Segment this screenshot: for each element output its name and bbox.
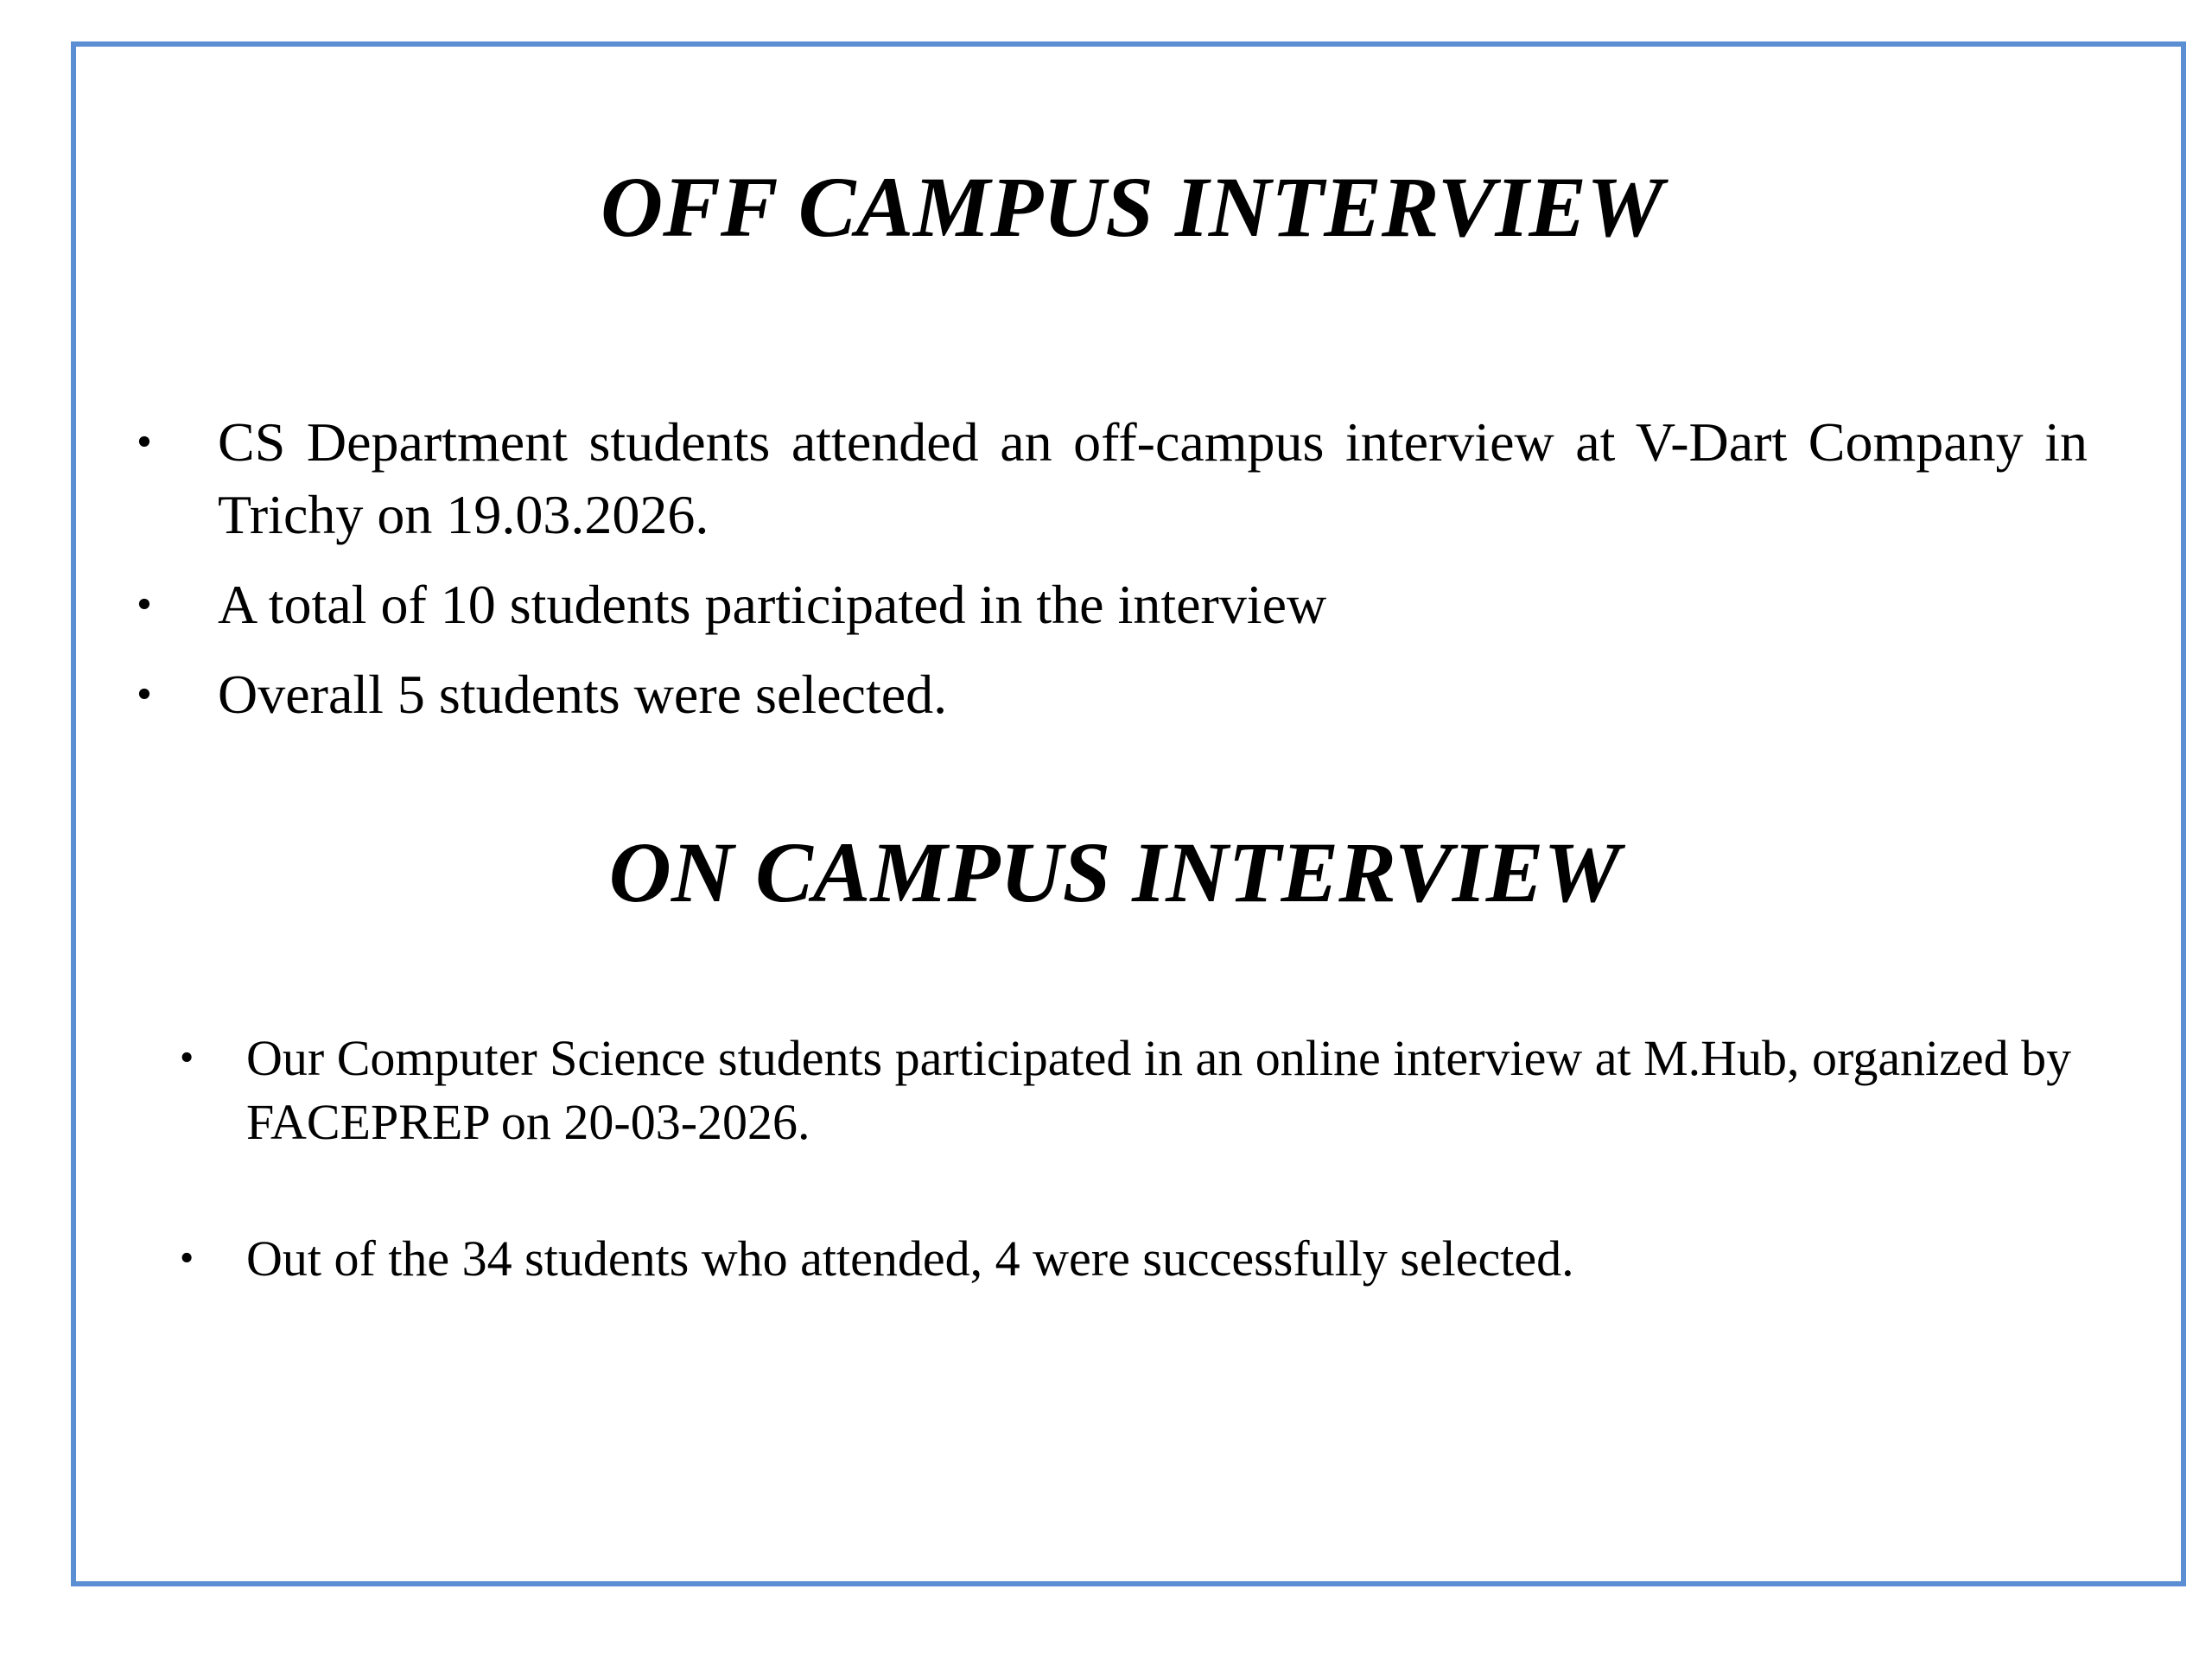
off-campus-heading: OFF CAMPUS INTERVIEW [600,159,1664,255]
list-item [180,1027,2081,1154]
bullet-icon: • [180,1236,194,1281]
on-campus-bullet-text: Our Computer Science students participated in an online interview at M.Hub, organized by FACEPREP on 20-03-2026. [246,1030,2072,1150]
list-item [137,658,2088,731]
list-item [180,1227,2081,1291]
off-campus-bullet-text: CS Department students attended an off-campus interview at V-Dart Company in Trichy on 19.03.2026. [218,411,2088,545]
list-item [137,569,2088,641]
list-item [137,406,2088,551]
off-campus-bullet-list [137,406,2088,748]
off-campus-bullet-text: Overall 5 students were selected. [218,664,948,725]
bullet-icon: • [180,1036,194,1080]
bullet-icon: • [137,580,152,629]
off-campus-bullet-text: A total of 10 students participated in the interview [218,574,1327,635]
on-campus-bullet-list [180,1027,2081,1363]
bullet-icon: • [137,670,152,719]
on-campus-bullet-text: Out of the 34 students who attended, 4 were successfully selected. [246,1230,1574,1287]
bullet-icon: • [137,417,152,467]
on-campus-heading: ON CAMPUS INTERVIEW [608,824,1621,920]
